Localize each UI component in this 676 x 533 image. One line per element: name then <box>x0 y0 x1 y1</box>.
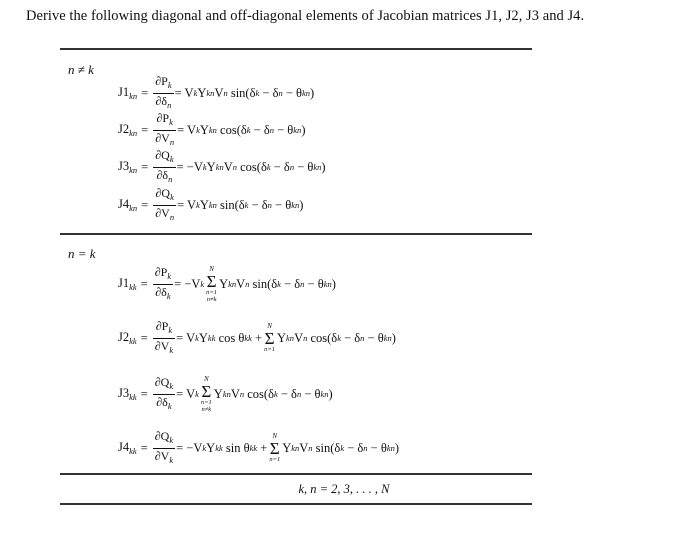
equation-j4-off-diagonal: $J4_{kn}$ = $\frac{\partial Q_k}{\partial V_n}$ = V k Y kn sin(δ k − δ n − θ kn ) <box>118 185 304 222</box>
fraction-dp-dv-k: $\frac{\partial P_k}{\partial V_k}$ <box>154 318 174 355</box>
lhs-j4kk: $J4_{kk}$ <box>118 440 137 456</box>
middle-rule <box>60 233 532 235</box>
summation-symbol: N Σ n=1 n≠k <box>206 264 218 303</box>
bottom-rule <box>60 503 532 505</box>
rhs-j1kn: = V k Y kn V n sin(δ k − δ n − θ kn ) <box>174 85 315 100</box>
summation-symbol: N Σ n=1 <box>269 432 281 463</box>
section-label-diagonal: n = k <box>68 246 96 261</box>
equation-j2-diagonal: $J2_{kk}$ = $\frac{\partial P_k}{\partial V_k}$ = V k Y kk cos θ kk + N Σ n=1 Y kn V n cos(δ k − δ n − θ kn ) <box>118 318 396 355</box>
footer-top-rule <box>60 473 532 475</box>
rhs-j3kk: = V k N Σ n=1 n≠k Y kn V n cos(δ k − δ n − θ kn ) <box>176 374 333 413</box>
rhs-j4kk: = −V k Y kk sin θ kk + N Σ n=1 Y kn V n sin(δ k − δ n − θ kn ) <box>176 432 400 463</box>
summation-symbol: N Σ n=1 <box>264 322 275 353</box>
summation-symbol: N Σ n=1 n≠k <box>200 374 212 413</box>
equation-j3-diagonal: $J3_{kk}$ = $\frac{\partial Q_k}{\partial\delta_k}$ = V k N Σ n=1 n≠k Y kn V n cos(δ k − δ n − θ kn ) <box>118 374 333 413</box>
lhs-j1kk: $J1_{kk}$ <box>118 276 137 292</box>
lhs-j2kn: $J2_{kn}$ <box>118 122 138 138</box>
rhs-j1kk: = −V k N Σ n=1 n≠k Y kn V n sin(δ k − δ n − θ kn ) <box>174 264 336 303</box>
lhs-j2kk: $J2_{kk}$ <box>118 330 137 346</box>
rhs-j2kn: = V k Y kn cos(δ k − δ n − θ kn ) <box>177 122 306 137</box>
page-title: Derive the following diagonal and off-diagonal elements of Jacobian matrices J1, J2, J3 and J4. <box>26 8 585 24</box>
index-range-note: k, n = 2, 3, . . . , N <box>298 482 390 496</box>
lhs-j3kk: $J3_{kk}$ <box>118 386 137 402</box>
rhs-j2kk: = V k Y kk cos θ kk + N Σ n=1 Y kn V n cos(δ k − δ n − θ kn ) <box>176 322 396 353</box>
fraction-dq-ddelta: $\frac{\partial Q_k}{\partial\delta_n}$ <box>155 147 174 184</box>
fraction-dp-dv: $\frac{\partial P_k}{\partial V_n}$ <box>155 110 175 147</box>
fraction-dp-ddelta-k: $\frac{\partial P_k}{\partial\delta_k}$ <box>154 264 172 301</box>
fraction-dq-ddelta-k: $\frac{\partial Q_k}{\partial\delta_k}$ <box>154 374 174 411</box>
top-rule <box>60 48 532 50</box>
lhs-j1kn: $J1_{kn}$ <box>118 85 138 101</box>
lhs-j4kn: $J4_{kn}$ <box>118 197 138 213</box>
rhs-j4kn: = V k Y kn sin(δ k − δ n − θ kn ) <box>177 197 304 212</box>
fraction-dq-dv: $\frac{\partial Q_k}{\partial V_n}$ <box>155 185 175 222</box>
fraction-dp-ddelta: $\frac{\partial P_k}{\partial\delta_n}$ <box>155 73 172 110</box>
rhs-j3kn: = −V k Y kn V n cos(δ k − δ n − θ kn ) <box>176 159 326 174</box>
equation-j2-off-diagonal: $J2_{kn}$ = $\frac{\partial P_k}{\partial V_n}$ = V k Y kn cos(δ k − δ n − θ kn ) <box>118 110 306 147</box>
equation-j1-diagonal: $J1_{kk}$ = $\frac{\partial P_k}{\partial\delta_k}$ = −V k N Σ n=1 n≠k Y kn V n sin(δ k − δ n − θ kn ) <box>118 264 336 303</box>
fraction-dq-dv-k: $\frac{\partial Q_k}{\partial V_k}$ <box>154 428 174 465</box>
lhs-j3kn: $J3_{kn}$ <box>118 159 138 175</box>
equation-j3-off-diagonal: $J3_{kn}$ = $\frac{\partial Q_k}{\partial\delta_n}$ = −V k Y kn V n cos(δ k − δ n − θ kn ) <box>118 147 326 184</box>
equation-j1-off-diagonal: $J1_{kn}$ = $\frac{\partial P_k}{\partial\delta_n}$ = V k Y kn V n sin(δ k − δ n − θ kn ) <box>118 73 315 110</box>
section-label-off-diagonal: n ≠ k <box>68 62 94 77</box>
equation-j4-diagonal: $J4_{kk}$ = $\frac{\partial Q_k}{\partial V_k}$ = −V k Y kk sin θ kk + N Σ n=1 Y kn V n sin(δ k − δ n − θ kn ) <box>118 428 400 465</box>
